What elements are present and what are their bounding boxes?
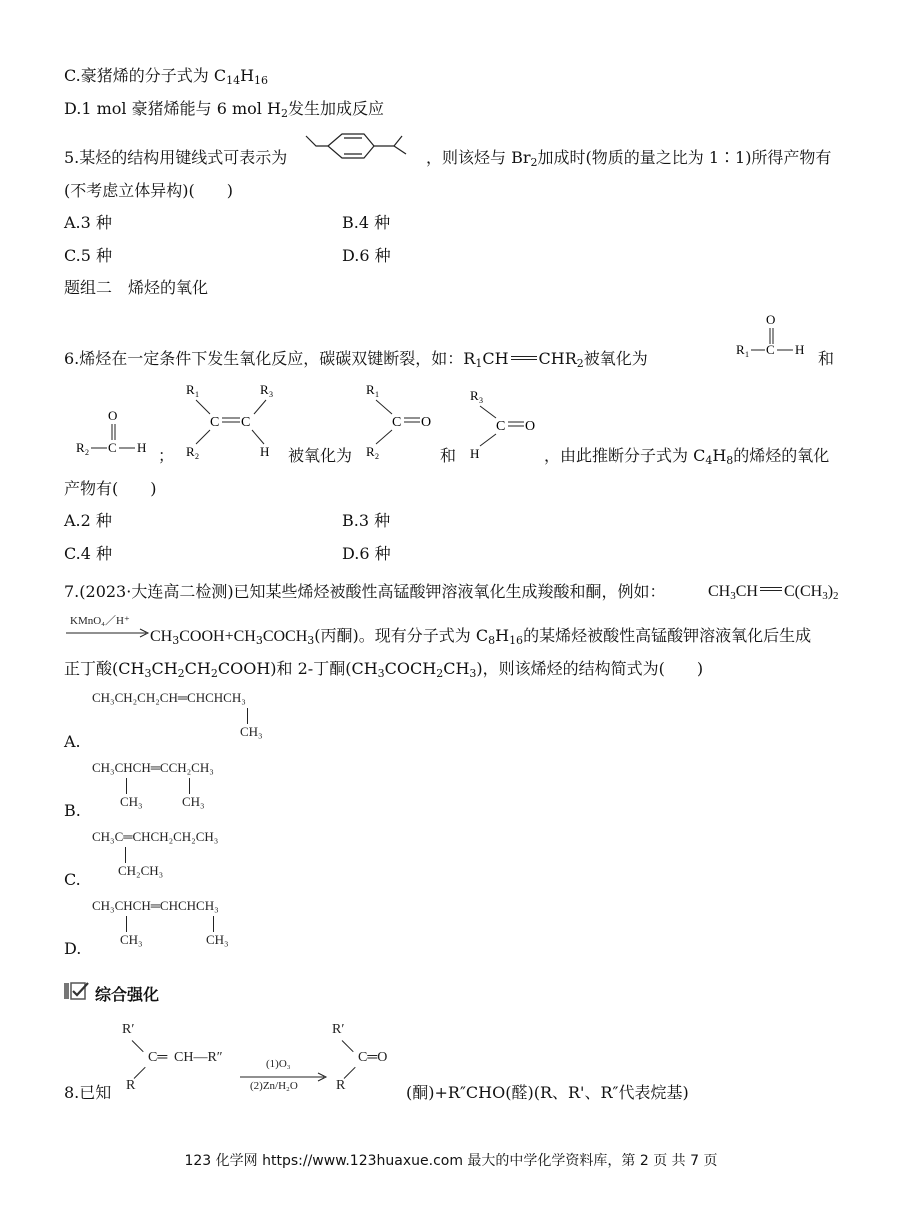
q8-step1: (1)O₃ [266, 1058, 291, 1070]
q6-option-a: A.2 种 [64, 511, 112, 530]
sub: 14 [226, 74, 241, 87]
q7-reaction-arrow [66, 628, 152, 638]
sub: 2 [210, 667, 218, 680]
sub: 8 [488, 634, 496, 647]
page-footer: 123 化学网 https://www.123huaxue.com 最大的中学化学资料库，第 2 页 共 7 页 [184, 1153, 718, 1169]
q7-option-b-label: B. [64, 801, 81, 820]
svg-text:O: O [766, 312, 776, 327]
svg-text:O: O [421, 415, 432, 430]
sub: 3 [307, 634, 315, 647]
q8-product-r: R [336, 1078, 346, 1093]
bond [189, 778, 190, 794]
sub: 3 [469, 667, 477, 680]
sub: 8 [726, 454, 734, 467]
svg-text:2: 2 [375, 452, 379, 460]
svg-text:R: R [366, 444, 375, 459]
group2-title: 题组二 烯烃的氧化 [64, 278, 209, 297]
q6-semicolon: ； [158, 446, 175, 465]
q5-option-c: C.5 种 [64, 246, 113, 265]
svg-text:C: C [241, 415, 251, 430]
q7-structure-d-branch2: CH₃ [206, 932, 229, 947]
q8-ch-r-dprime: CH—R″ [174, 1050, 223, 1065]
sub: 3 [255, 634, 263, 647]
svg-text:R: R [736, 342, 745, 357]
svg-text:R: R [186, 382, 195, 397]
q7-structure-b-branch2: CH₃ [182, 794, 205, 809]
q6-ketone-structure [362, 380, 442, 460]
q6-and-2: 和 [440, 446, 457, 465]
sub: 2 [576, 357, 584, 370]
q8-tail: (酮)+R″CHO(醛)(R、R'、R″代表烷基) [406, 1083, 689, 1102]
sub: 3 [822, 590, 828, 602]
t: 正丁酸(CH [64, 659, 145, 678]
bond [125, 847, 126, 863]
t: CH [151, 659, 178, 678]
q6-ch: CH [482, 349, 509, 368]
svg-text:2: 2 [195, 452, 199, 460]
q5-stem-a: 5.某烃的结构用键线式可表示为 [64, 148, 288, 167]
q8-product-r-prime: R′ [332, 1022, 345, 1037]
svg-text:H: H [137, 440, 147, 455]
q5-stem-line2: (不考虑立体异构)( ) [64, 181, 233, 200]
q7-line3 [64, 659, 703, 684]
q6-mid-f: 的烯烃的氧化 [733, 446, 830, 465]
q7-option-d-label: D. [64, 939, 82, 958]
q6-option-c: C.4 种 [64, 544, 113, 563]
t: )，则该烯烃的结构简式为( ) [476, 659, 704, 678]
q7-structure-b-branch1: CH₃ [120, 794, 143, 809]
q4-option-d-text: D.1 mol 豪猪烯能与 6 mol H [64, 99, 281, 118]
q5-option-d: D.6 种 [342, 246, 391, 265]
sub: 2 [530, 156, 538, 169]
sub: 3 [377, 667, 385, 680]
sub: 3 [730, 590, 736, 602]
sub: 4 [705, 454, 713, 467]
t: CH [735, 583, 758, 600]
sub: 16 [509, 634, 524, 647]
sub: 3 [172, 634, 180, 647]
q6-and-1: 和 [818, 349, 835, 368]
q6-oxidized-to-2: 被氧化为 [288, 446, 353, 465]
q6-stem-line3: 产物有( ) [64, 479, 157, 498]
bond [132, 1040, 144, 1052]
svg-text:R: R [76, 440, 85, 455]
t: CH [184, 659, 211, 678]
q6-chr: CHR [538, 349, 577, 368]
q6-mid-d [544, 446, 829, 471]
svg-text:C: C [766, 342, 775, 357]
t: C(CH [783, 583, 823, 600]
sub: 16 [254, 74, 269, 87]
q6-aldehyde-r2-structure [74, 404, 154, 459]
double-bond [760, 587, 782, 591]
t: (丙酮)。现有分子式为 C [314, 626, 489, 645]
q4-option-d [64, 99, 384, 124]
svg-text:R: R [470, 388, 479, 403]
double-bond [511, 356, 537, 360]
q7-structure-d-main: CH₃CHCH═CHCHCH₃ [92, 898, 219, 913]
sub: 3 [144, 667, 152, 680]
q7-structure-d-branch1: CH₃ [120, 932, 143, 947]
svg-text:C: C [210, 415, 220, 430]
t: COCH [384, 659, 437, 678]
q6-stem-a [64, 349, 648, 374]
svg-text:1: 1 [375, 390, 379, 399]
q6-option-d: D.6 种 [342, 544, 391, 563]
q5-skeletal-structure [302, 128, 420, 178]
t: COCH [262, 628, 308, 645]
svg-text:H: H [260, 444, 270, 459]
t: COOH)和 2-丁酮(CH [217, 659, 378, 678]
bond [247, 708, 248, 724]
bond [134, 1067, 146, 1079]
t: H [495, 626, 510, 645]
q7-structure-c-main: CH₃C═CHCH₂CH₂CH₃ [92, 829, 219, 844]
svg-text:3: 3 [269, 390, 273, 399]
q5-option-a: A.3 种 [64, 213, 112, 232]
q5-stem-b-text: ，则该烃与 Br [426, 148, 531, 167]
q4-option-c-h: H [240, 66, 255, 85]
q6-oxidized-to: 被氧化为 [583, 349, 648, 368]
section-title: 综合强化 [95, 985, 160, 1004]
q8-c-eq: C═ [148, 1050, 168, 1065]
svg-text:H: H [795, 342, 805, 357]
q7-arrow-label: KMnO₄／H⁺ [70, 615, 130, 627]
sub: 1 [475, 357, 483, 370]
q4-option-d-tail: 发生加成反应 [287, 99, 384, 118]
bond [344, 1067, 356, 1079]
q8-product-c-o: C═O [358, 1050, 388, 1065]
q7-example-reactant [708, 582, 839, 606]
q8-stem-a: 8.已知 [64, 1083, 112, 1102]
svg-text:C: C [392, 415, 402, 430]
q8-step2: (2)Zn/H₂O [250, 1080, 298, 1092]
q4-option-c-text: C.豪猪烯的分子式为 C [64, 66, 227, 85]
svg-text:C: C [108, 440, 117, 455]
t: ) [827, 583, 834, 600]
svg-text:O: O [525, 419, 536, 434]
bond [213, 916, 214, 932]
t: COOH+CH [179, 628, 256, 645]
q6-aldehyde-r3-structure [466, 386, 546, 466]
t: CH [708, 583, 731, 600]
q8-r: R [126, 1078, 136, 1093]
q6-option-b: B.3 种 [342, 511, 391, 530]
q8-r-prime: R′ [122, 1022, 135, 1037]
q6-stem-a-text: 6.烯烃在一定条件下发生氧化反应，碳碳双键断裂，如：R [64, 349, 476, 368]
q6-alkene-structure [182, 380, 282, 460]
svg-text:1: 1 [195, 390, 199, 399]
svg-text:R: R [260, 382, 269, 397]
q7-line2 [150, 626, 811, 651]
q5-option-b: B.4 种 [342, 213, 391, 232]
q7-structure-a-main: CH₃CH₂CH₂CH═CHCHCH₃ [92, 690, 246, 705]
q5-stem-b [426, 148, 831, 173]
t: CH [443, 659, 470, 678]
sub: 2 [177, 667, 185, 680]
svg-text:3: 3 [479, 396, 483, 405]
svg-text:H: H [470, 446, 480, 461]
t: 的某烯烃被酸性高锰酸钾溶液氧化后生成 [523, 626, 812, 645]
svg-text:R: R [366, 382, 375, 397]
svg-text:1: 1 [745, 350, 749, 359]
bond [126, 778, 127, 794]
q6-mid-d-text: ，由此推断分子式为 C [544, 446, 706, 465]
checklist-icon [64, 981, 90, 1001]
q7-option-a-label: A. [64, 732, 81, 751]
sub: 2 [436, 667, 444, 680]
sub: 2 [280, 107, 288, 120]
q6-h: H [712, 446, 727, 465]
q5-stem-c: 加成时(物质的量之比为 1∶1)所得产物有 [537, 148, 832, 167]
q6-aldehyde-r1-structure [734, 310, 814, 365]
svg-text:O: O [108, 408, 118, 423]
t: CH [150, 628, 173, 645]
q7-option-c-label: C. [64, 870, 81, 889]
svg-text:R: R [186, 444, 195, 459]
sub: 2 [833, 590, 839, 602]
svg-text:C: C [496, 419, 506, 434]
q7-structure-a-branch: CH₃ [240, 724, 263, 739]
q7-stem-a: 7.(2023·大连高二检测)已知某些烯烃被酸性高锰酸钾溶液氧化生成羧酸和酮，例如： [64, 582, 666, 601]
q4-option-c [64, 66, 268, 91]
svg-text:2: 2 [85, 448, 89, 457]
bond [342, 1040, 354, 1052]
bond [126, 916, 127, 932]
q7-structure-c-branch1: CH₂CH₃ [118, 863, 164, 878]
q7-structure-b-main: CH₃CHCH═CCH₂CH₃ [92, 760, 214, 775]
